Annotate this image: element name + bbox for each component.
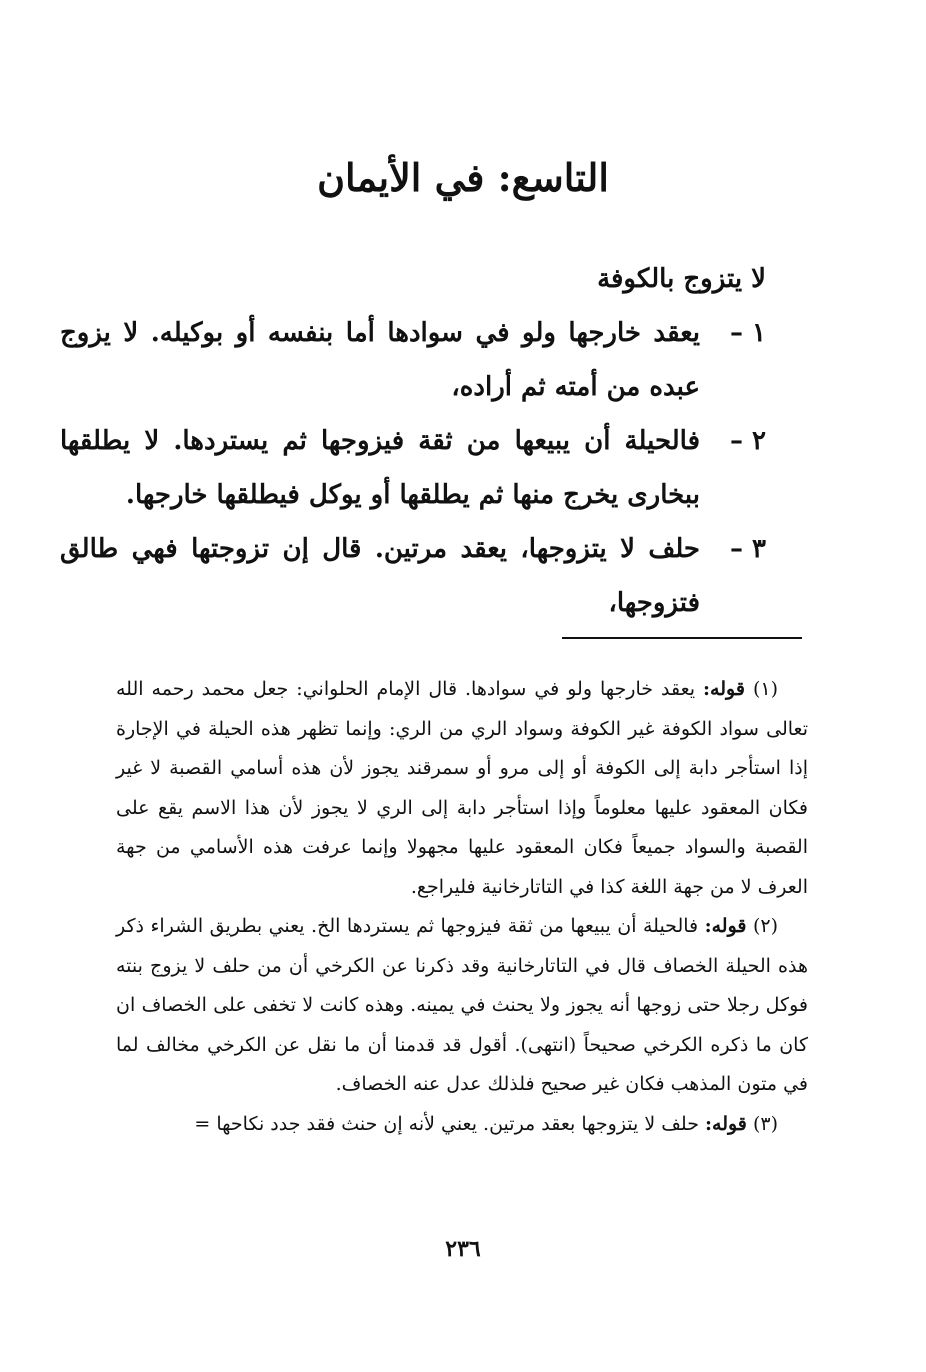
footnote-2	[116, 907, 808, 1105]
footnote-3	[116, 1105, 808, 1145]
footnote-separator	[562, 637, 802, 639]
footnote-keyword: قوله:	[703, 678, 745, 700]
main-item-2	[60, 414, 766, 522]
item-number: ٢ –	[729, 426, 766, 456]
footnote-number: (٣)	[752, 1112, 778, 1135]
section-heading: التاسع: في الأيمان	[317, 155, 609, 200]
footnote-text: يعقد خارجها ولو في سوادها. قال الإمام الحلواني: جعل محمد رحمه الله تعالى سواد الكوفة غير الكوفة وسواد الري من الري: وإنما تظهر هذه الحيلة في الإجارة إذا استأجر دابة إلى الكوفة أو إلى مرو أو سمرقند يجوز لأن هذه أسامي القصبة لا غير فكان المعقود عليها معلوماً وإذا استأجر دابة إلى الري لا يجوز لأن هذا الاسم يقع على القصبة والسواد جميعاً فكان المعقود عليها مجهولا وإنما عرفت هذه الأسامي من جهة العرف لا من جهة اللغة كذا في التاتارخانية فليراجع.	[116, 678, 808, 898]
item-text: حلف لا يتزوجها، يعقد مرتين. قال إن تزوجتها فهي طالق فتزوجها،	[60, 534, 701, 618]
main-item-1	[60, 306, 766, 414]
footnote-1	[116, 670, 808, 907]
main-text	[60, 252, 766, 630]
page-number: ٢٣٦	[445, 1236, 481, 1262]
footnote-keyword: قوله:	[704, 915, 747, 937]
footnote-keyword: قوله:	[705, 1112, 747, 1135]
item-number: ٣ –	[729, 534, 767, 564]
footnote-text: فالحيلة أن يبيعها من ثقة فيزوجها ثم يستردها الخ. يعني بطريق الشراء ذكر هذه الحيلة الخصاف قال في التاتارخانية وقد ذكرنا عن الكرخي أن من حلف لا يزوج بنته فوكل رجلا حتى زوجها أنه يجوز ولا يحنث في يمينه. وهذه كانت لا تخفى على الخصاف ان كان ما ذكره الكرخي صحيحاً (انتهى). أقول قد قدمنا أن ما نقل عن الكرخي مخالف لما في متون المذهب فكان غير صحيح فلذلك عدل عنه الخصاف.	[116, 915, 808, 1095]
footnotes	[116, 670, 808, 1144]
footnote-number: (١)	[752, 678, 778, 700]
footnote-number: (٢)	[752, 915, 778, 937]
item-text: فالحيلة أن يبيعها من ثقة فيزوجها ثم يستردها. لا يطلقها ببخارى يخرج منها ثم يطلقها أو يوكل فيطلقها خارجها.	[60, 426, 700, 510]
item-text: يعقد خارجها ولو في سوادها أما بنفسه أو بوكيله. لا يزوج عبده من أمته ثم أراده،	[60, 318, 700, 402]
footnote-text: حلف لا يتزوجها بعقد مرتين. يعني لأنه إن حنث فقد جدد نكاحها =	[194, 1112, 699, 1135]
main-intro-line: لا يتزوج بالكوفة	[597, 264, 766, 294]
main-item-3	[60, 522, 766, 630]
item-number: ١ –	[729, 318, 766, 348]
